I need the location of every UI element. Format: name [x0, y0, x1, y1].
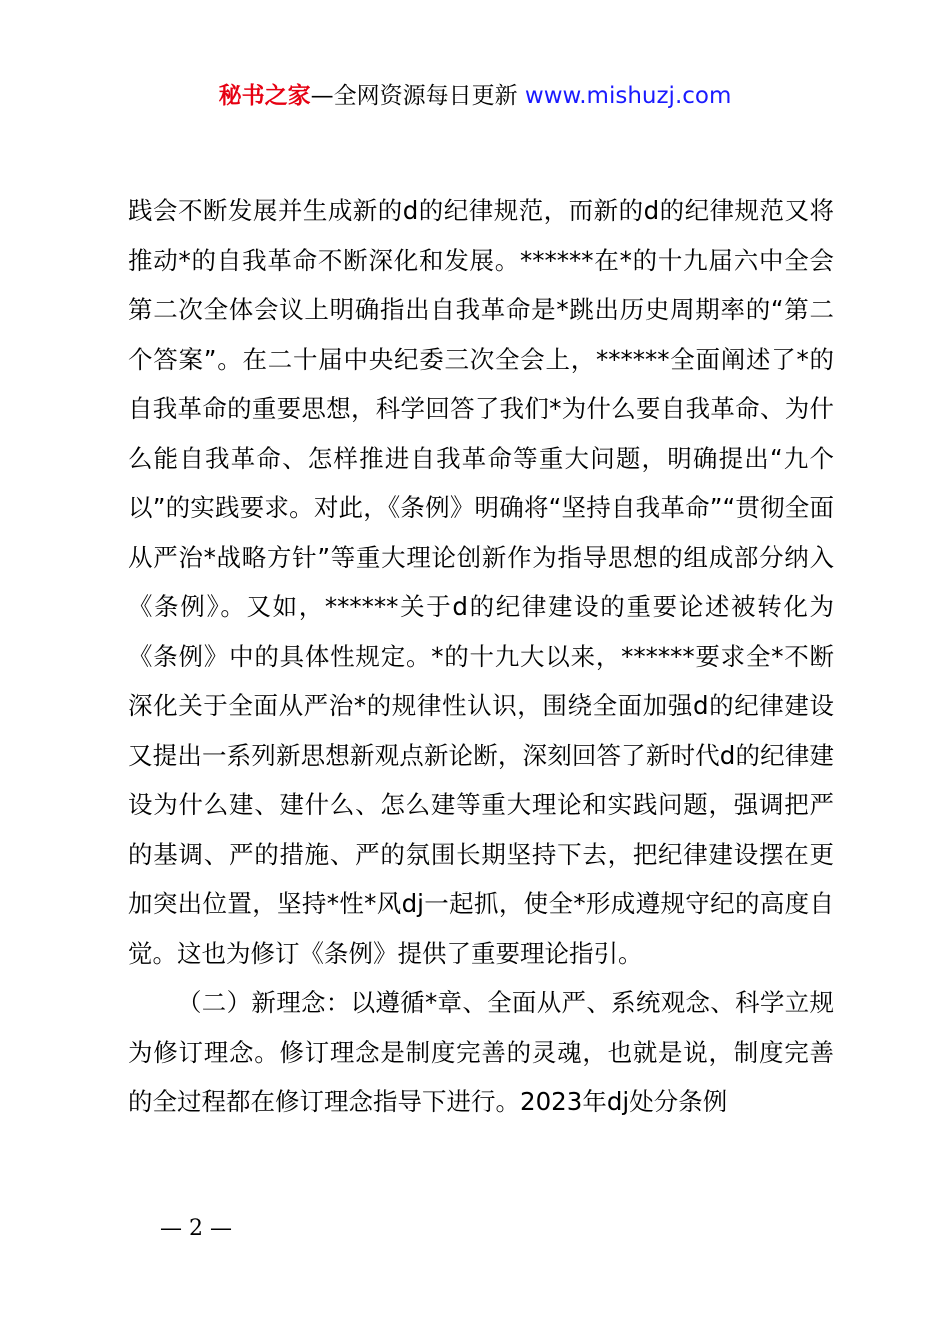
- header-dash: —: [310, 83, 334, 109]
- site-url-link[interactable]: www.mishuzj.com: [524, 83, 732, 109]
- site-tagline: 全网资源每日更新: [333, 83, 518, 109]
- body-paragraph: （二）新理念：以遵循*章、全面从严、系统观念、科学立规为修订理念。修订理念是制度完善的灵魂，也就是说，制度完善的全过程都在修订理念指导下进行。2023年dj处分条例: [128, 988, 834, 1116]
- body-paragraph: 践会不断发展并生成新的d的纪律规范，而新的d的纪律规范又将推动*的自我革命不断深化和发展。******在*的十九届六中全会第二次全体会议上明确指出自我革命是*跳出历史周期率的“第二个答案”。在二十届中央纪委三次全会上，******全面阐述了*的自我革命的重要思想，科学回答了我们*为什么要自我革命、为什么能自我革命、怎样推进自我革命等重大问题，明确提出“九个以”的实践要求。对此，《条例》明确将“坚持自我革命”“贯彻全面从严治*战略方针”等重大理论创新作为指导思想的组成部分纳入《条例》。又如，******关于d的纪律建设的重要论述被转化为《条例》中的具体性规定。*的十九大以来，******要求全*不断深化关于全面从严治*的规律性认识，围绕全面加强d的纪律建设又提出一系列新思想新观点新论断，深刻回答了新时代d的纪律建设为什么建、建什么、怎么建等重大理论和实践问题，强调把严的基调、严的措施、严的氛围长期坚持下去，把纪律建设摆在更加突出位置，坚持*性*风dj一起抓，使全*形成遵规守纪的高度自觉。这也为修订《条例》提供了重要理论指引。: [128, 196, 834, 968]
- page-number: — 2 —: [160, 1216, 232, 1241]
- site-brand: 秘书之家: [218, 83, 311, 109]
- site-header: [0, 80, 950, 112]
- document-body: [128, 186, 834, 1127]
